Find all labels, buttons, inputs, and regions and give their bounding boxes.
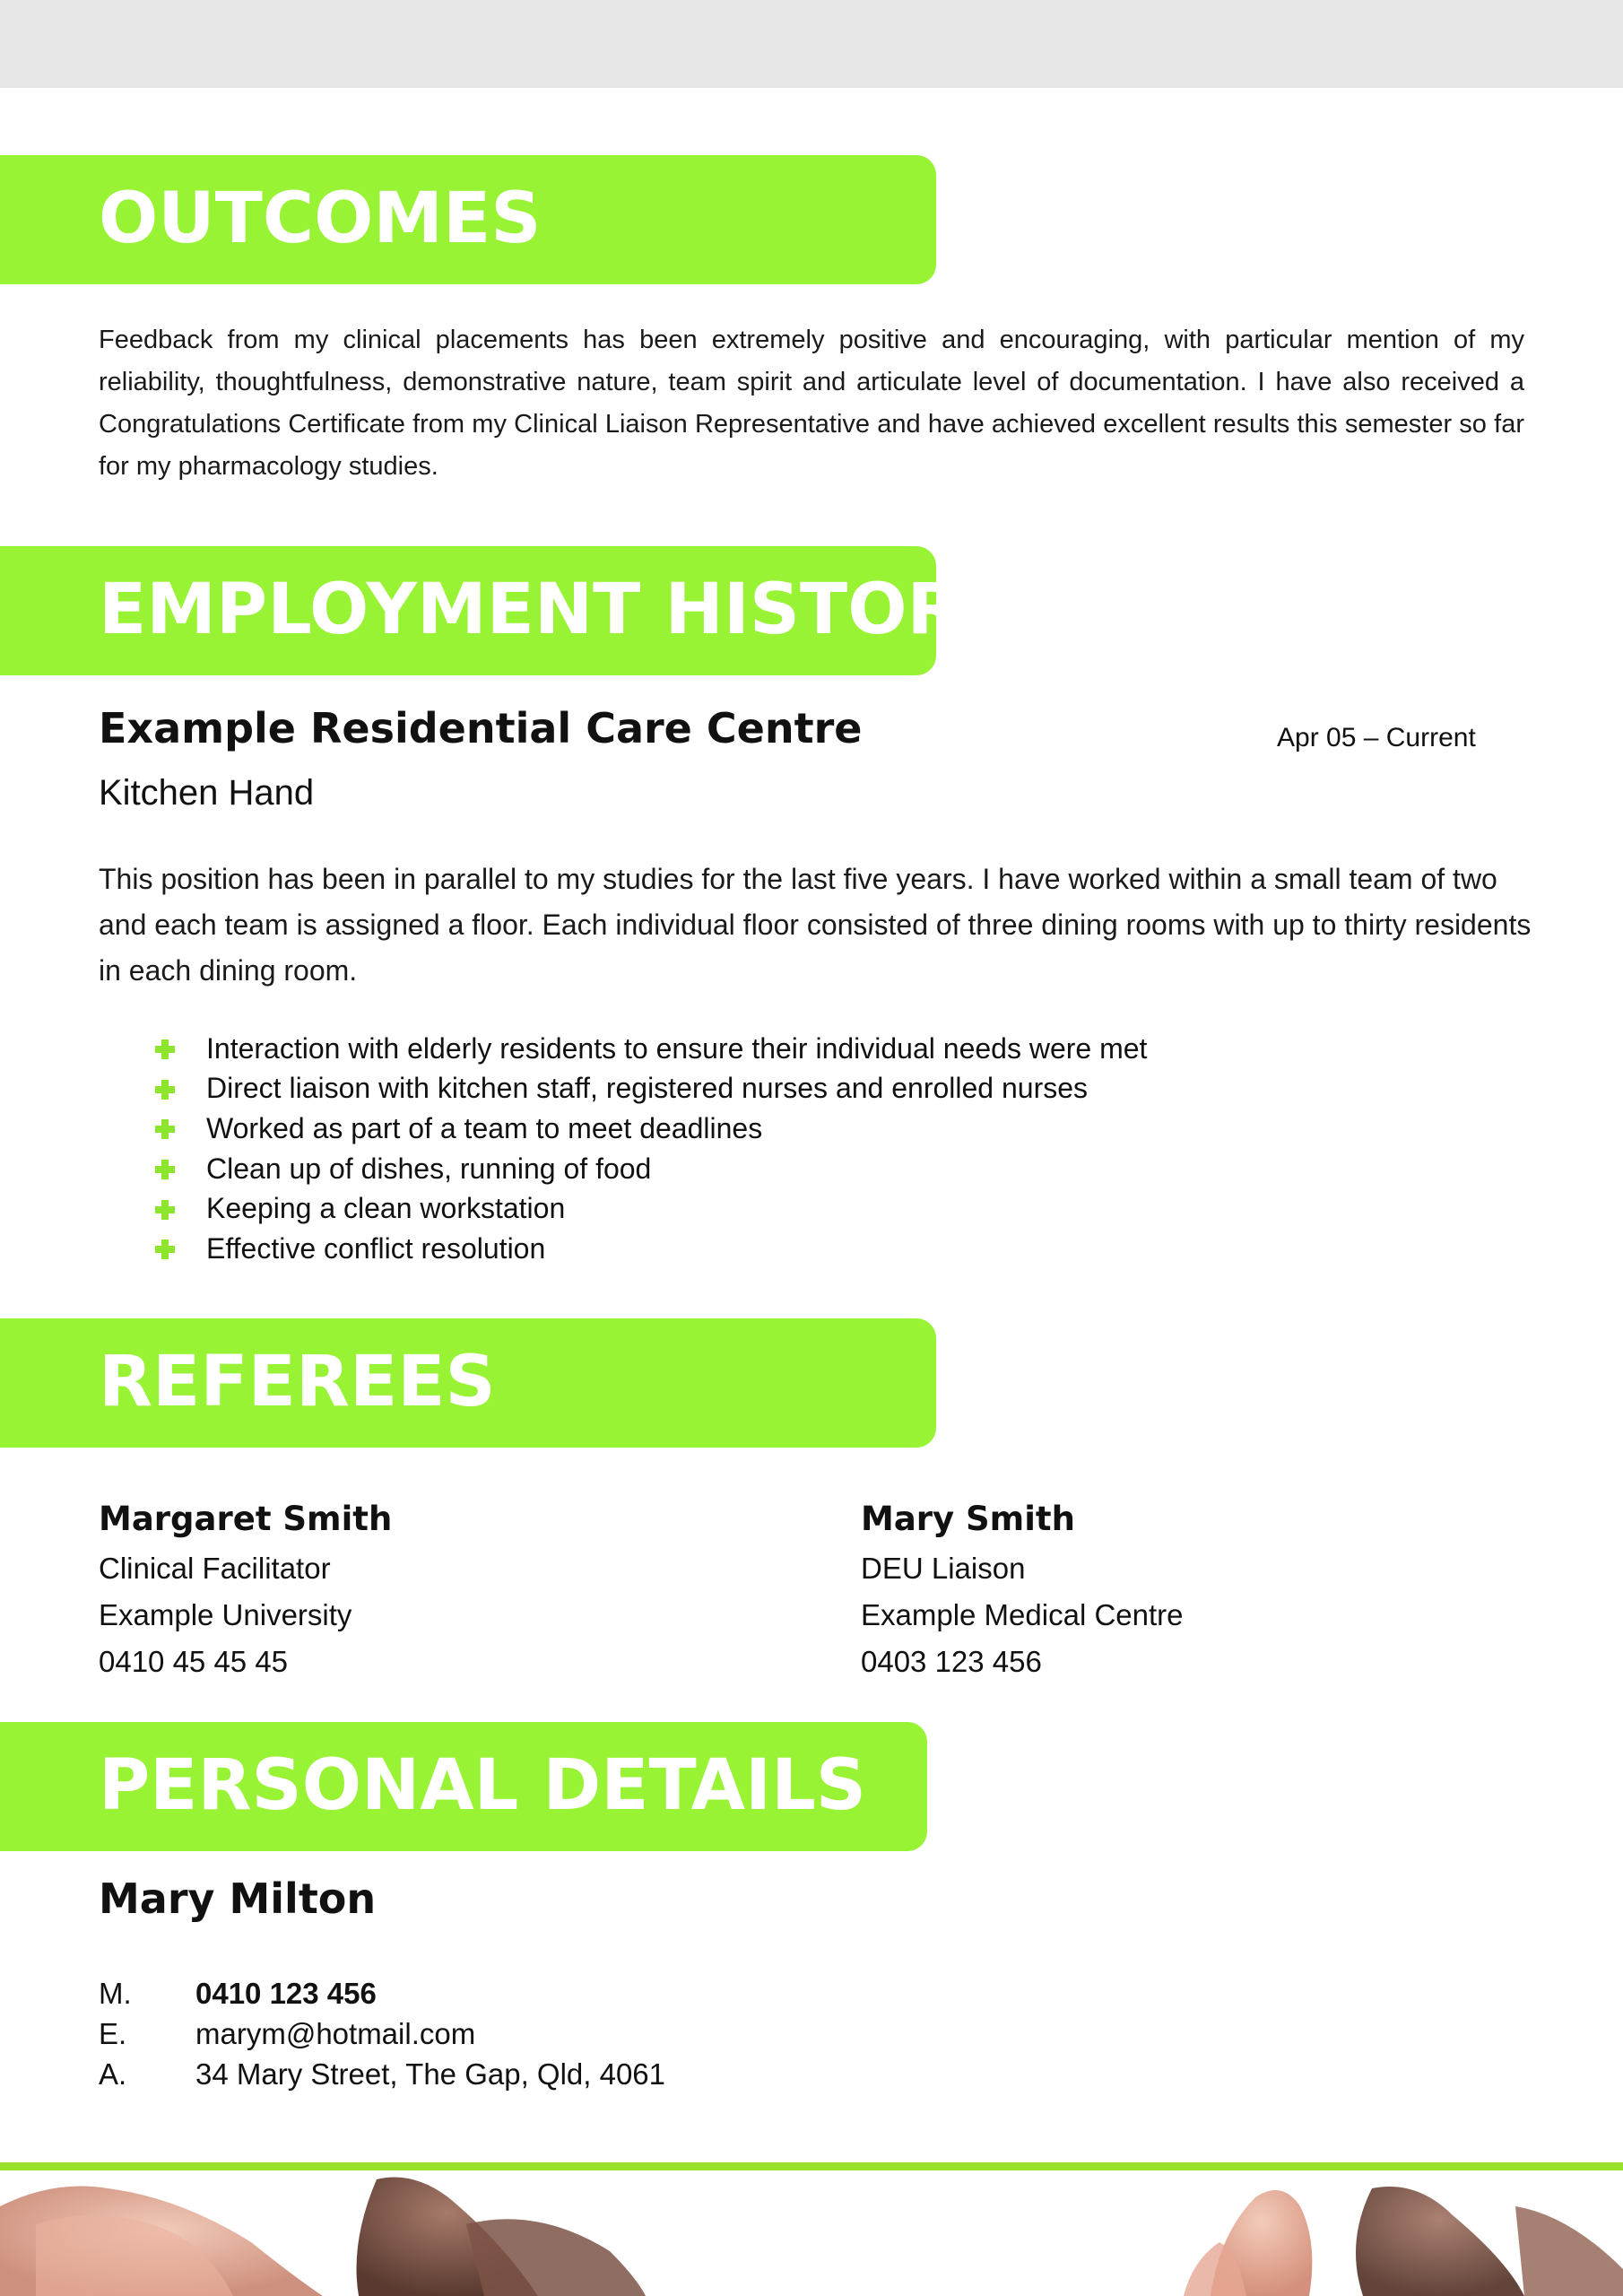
job-role: Kitchen Hand [99, 773, 315, 813]
job-dates: Apr 05 – Current [1277, 723, 1476, 752]
contact-row-address [99, 2054, 665, 2094]
footer-accent-line [0, 2162, 1623, 2170]
job-description: This position has been in parallel to my studies for the last five years. I have worked within a small team of two and each team is assigned a floor. Each individual floor consisted of three dining rooms with up to thirty residents in each dining room. [99, 863, 1532, 987]
duty-text: Interaction with elderly residents to ensure their individual needs were met [206, 1031, 1148, 1065]
referee-phone: 0410 45 45 45 [99, 1645, 289, 1678]
referee-card [861, 1493, 1184, 1685]
referee-card [99, 1493, 392, 1685]
contact-details [99, 1973, 665, 2094]
street-address: 34 Mary Street, The Gap, Qld, 4061 [195, 2057, 666, 2091]
employment-title: EMPLOYMENT HISTORY [99, 570, 1008, 650]
contact-row-email [99, 2013, 665, 2054]
duty-text: Worked as part of a team to meet deadlines [206, 1111, 763, 1144]
plus-bullet-icon [149, 1189, 183, 1229]
list-item [149, 1029, 1147, 1069]
employment-header [0, 546, 1008, 675]
mobile-label: M. [99, 1977, 132, 2010]
plus-bullet-icon [149, 1229, 183, 1268]
referee-name: Mary Smith [861, 1500, 1075, 1538]
list-item [149, 1109, 1147, 1149]
personal-title: PERSONAL DETAILS [99, 1745, 866, 1826]
plus-bullet-icon [149, 1149, 183, 1188]
referee-phone: 0403 123 456 [861, 1645, 1042, 1678]
duties-list [149, 1029, 1147, 1269]
duty-text: Effective conflict resolution [206, 1231, 546, 1265]
top-band [0, 0, 1623, 88]
list-item [149, 1149, 1147, 1189]
list-item [149, 1069, 1147, 1109]
email-address: marym@hotmail.com [195, 2017, 476, 2050]
plus-bullet-icon [149, 1029, 183, 1068]
plus-bullet-icon [149, 1109, 183, 1148]
referee-name: Margaret Smith [99, 1500, 393, 1538]
referee-organisation: Example University [99, 1598, 352, 1631]
personal-header [0, 1722, 927, 1851]
referees-title: REFEREES [99, 1342, 496, 1422]
outcomes-title: OUTCOMES [99, 178, 542, 259]
duty-text: Direct liaison with kitchen staff, registered nurses and enrolled nurses [206, 1072, 1089, 1105]
list-item [149, 1229, 1147, 1269]
person-name: Mary Milton [99, 1874, 377, 1923]
referee-title: DEU Liaison [861, 1552, 1026, 1585]
referees-header [0, 1318, 936, 1448]
footer-hands-photo [0, 2170, 1623, 2296]
duty-text: Clean up of dishes, running of food [206, 1152, 652, 1185]
hands-illustration [0, 2170, 1623, 2296]
referee-title: Clinical Facilitator [99, 1552, 331, 1585]
referee-organisation: Example Medical Centre [861, 1598, 1184, 1631]
mobile-number: 0410 123 456 [195, 1977, 377, 2010]
outcomes-header [0, 155, 936, 284]
address-label: A. [99, 2057, 127, 2091]
outcomes-paragraph: Feedback from my clinical placements has been extremely positive and encouraging, with particular mention of my reliability, thoughtfulness, demonstrative nature, team spirit and articulate level of documentation. I have also received a Congratulations Certificate from my Clinical Liaison Representative and have achieved excellent results this semester so far for my pharmacology studies. [99, 326, 1524, 481]
job-employer: Example Residential Care Centre [99, 704, 863, 752]
contact-row-mobile [99, 1973, 665, 2013]
duty-text: Keeping a clean workstation [206, 1192, 566, 1225]
email-label: E. [99, 2017, 127, 2050]
list-item [149, 1188, 1147, 1229]
plus-bullet-icon [149, 1069, 183, 1109]
